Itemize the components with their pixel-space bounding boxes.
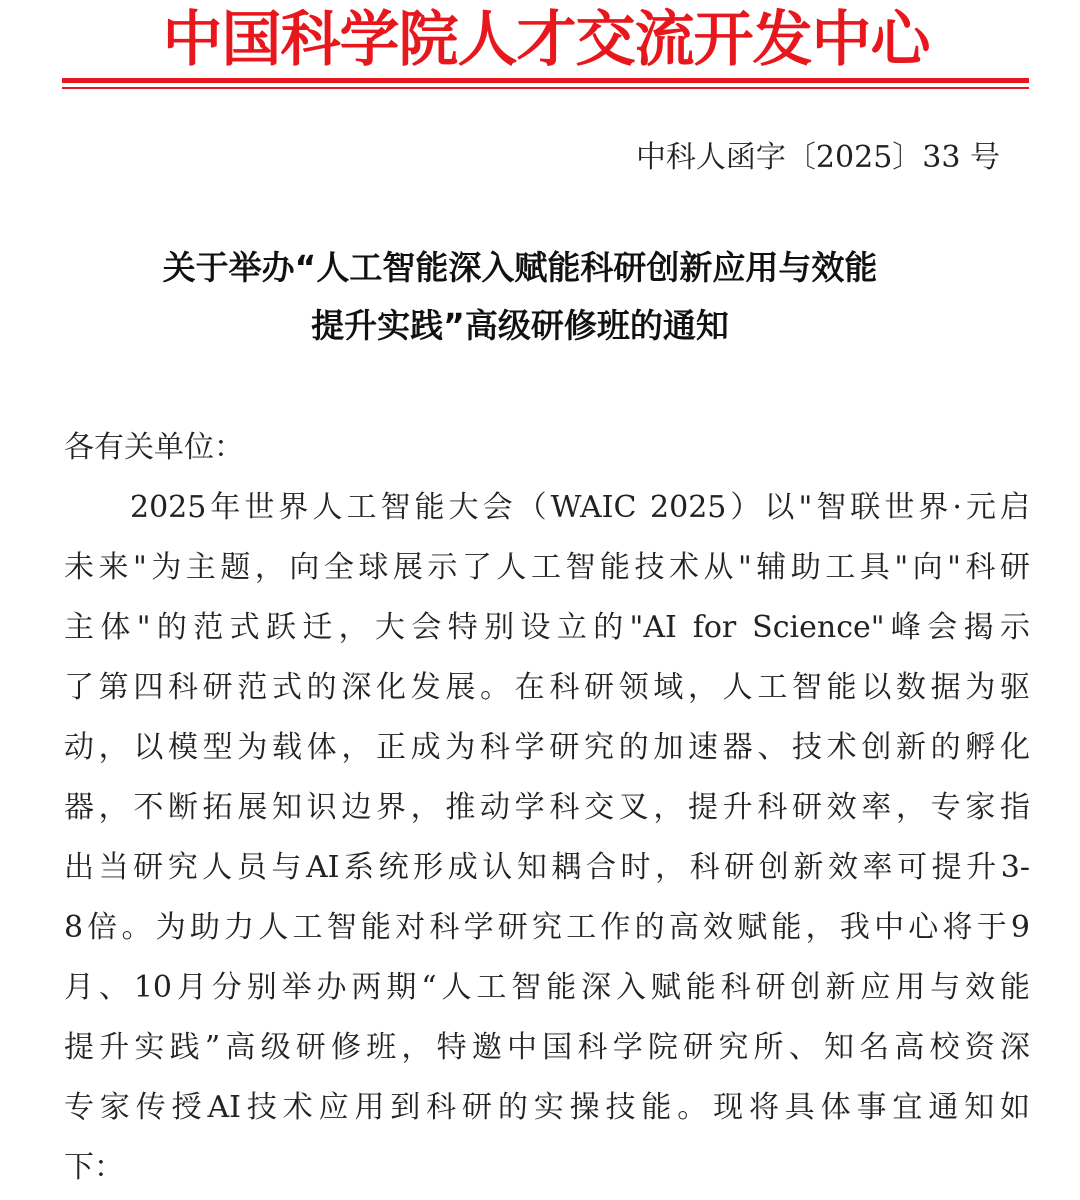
letterhead-rule-thin: [62, 87, 1029, 89]
body-line: 动，以模型为载体，正成为科学研究的加速器、技术创新的孵化: [64, 730, 1030, 765]
body-line: 2025年世界人工智能大会（WAIC 2025）以"智联世界·元启: [130, 490, 1030, 525]
document-number: 中科人函字〔2025〕33 号: [635, 140, 1000, 175]
body-line: 了第四科研范式的深化发展。在科研领域，人工智能以数据为驱: [64, 670, 1030, 705]
body-line: 提升实践”高级研修班，特邀中国科学院研究所、知名高校资深: [64, 1030, 1030, 1065]
body-line: 8倍。为助力人工智能对科学研究工作的高效赋能，我中心将于9: [64, 910, 1030, 945]
salutation: 各有关单位：: [64, 430, 244, 465]
body-line: 出当研究人员与AI系统形成认知耦合时，科研创新效率可提升3-: [64, 850, 1030, 885]
body-line: 主体"的范式跃迁，大会特别设立的"AI for Science"峰会揭示: [64, 610, 1030, 645]
letterhead-rule-thick: [62, 78, 1029, 83]
notice-title-line-2: 提升实践”高级研修班的通知: [311, 306, 729, 345]
notice-title-line-1: 关于举办“人工智能深入赋能科研创新应用与效能: [162, 248, 878, 287]
body-line: 月、10月分别举办两期“人工智能深入赋能科研创新应用与效能: [64, 970, 1030, 1005]
body-line: 器，不断拓展知识边界，推动学科交叉，提升科研效率，专家指: [64, 790, 1030, 825]
body-line: 专家传授AI技术应用到科研的实操技能。现将具体事宜通知如: [64, 1090, 1030, 1125]
body-line: 未来"为主题，向全球展示了人工智能技术从"辅助工具"向"科研: [64, 550, 1030, 585]
body-line: 下：: [64, 1150, 124, 1185]
organization-letterhead: 中国科学院人才交流开发中心: [162, 5, 930, 75]
